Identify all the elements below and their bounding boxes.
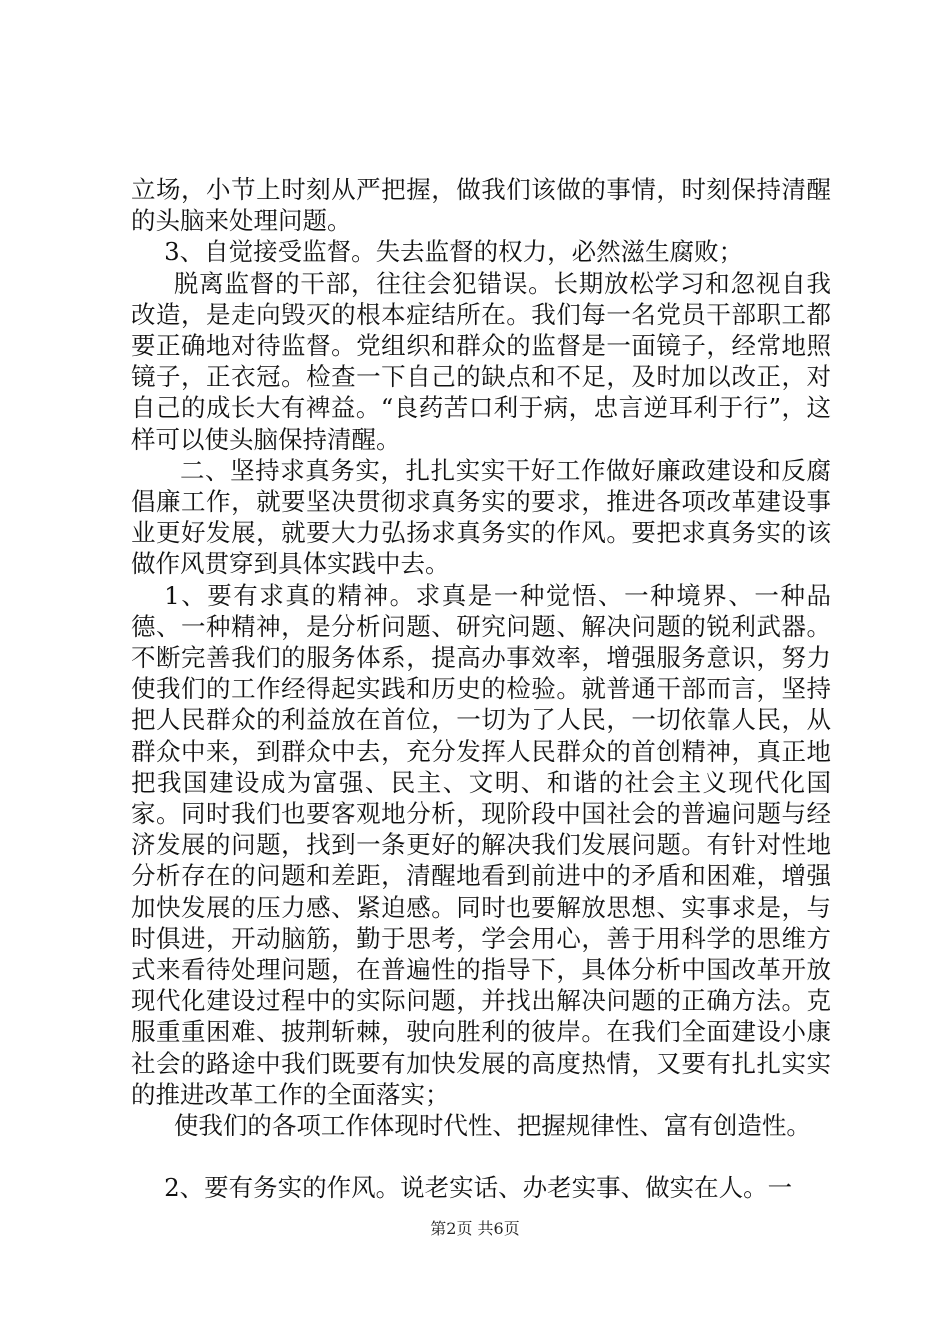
paragraph-item-2: 2、要有务实的作风。说老实话、办老实事、做实在人。一 [164, 1173, 793, 1203]
paragraph-summary: 使我们的各项工作体现时代性、把握规律性、富有创造性。 [173, 1111, 811, 1141]
paragraph-item-1: 1、要有求真的精神。求真是一种觉悟、一种境界、一种品德、一种精神，是分析问题、研究问题、解决问题的锐利武器。不断完善我们的服务体系，提高办事效率，增强服务意识，努力使我们的工作经得起实践和历史的检验。就普通干部而言，坚持把人民群众的利益放在首位，一切为了人民，一切依靠人民，从群众中来，到群众中去，充分发挥人民群众的首创精神，真正地把我国建设成为富强、民主、文明、和谐的社会主义现代化国家。同时我们也要客观地分析，现阶段中国社会的普遍问题与经济发展的问题，找到一条更好的解决我们发展问题。有针对性地分析存在的问题和差距，清醒地看到前进中的矛盾和困难，增强加快发展的压力感、紧迫感。同时也要解放思想、实事求是，与时俱进，开动脑筋，勤于思考，学会用心，善于用科学的思维方式来看待处理问题，在普遍性的指导下，具体分析中国改革开放现代化建设过程中的实际问题，并找出解决问题的正确方法。克服重重困难、披荆斩棘，驶向胜利的彼岸。在我们全面建设小康社会的路途中我们既要有加快发展的高度热情，又要有扎扎实实的推进改革工作的全面落实； [131, 580, 831, 1109]
paragraph-supervision: 脱离监督的干部，往往会犯错误。长期放松学习和忽视自我改造，是走向毁灭的根本症结所在。我们每一名党员干部职工都要正确地对待监督。党组织和群众的监督是一面镜子，经常地照镜子，正衣冠。检查一下自己的缺点和不足，及时加以改正，对自己的成长大有裨益。“良药苦口利于病，忠言逆耳利于行”，这样可以使头脑保持清醒。 [131, 268, 831, 454]
paragraph-section-2: 二、坚持求真务实，扎扎实实干好工作做好廉政建设和反腐倡廉工作，就要坚决贯彻求真务实的要求，推进各项改革建设事业更好发展，就要大力弘扬求真务实的作风。要把求真务实的该做作风贯穿到具体实践中去。 [131, 455, 831, 579]
paragraph-continuation: 立场，小节上时刻从严把握，做我们该做的事情，时刻保持清醒的头脑来处理问题。 [131, 175, 831, 236]
paragraph-item-3: 3、自觉接受监督。失去监督的权力，必然滋生腐败； [164, 237, 744, 267]
document-body [131, 174, 831, 1204]
page-footer [0, 1216, 950, 1239]
page-number-label: 第2页 共6页 [430, 1219, 520, 1238]
